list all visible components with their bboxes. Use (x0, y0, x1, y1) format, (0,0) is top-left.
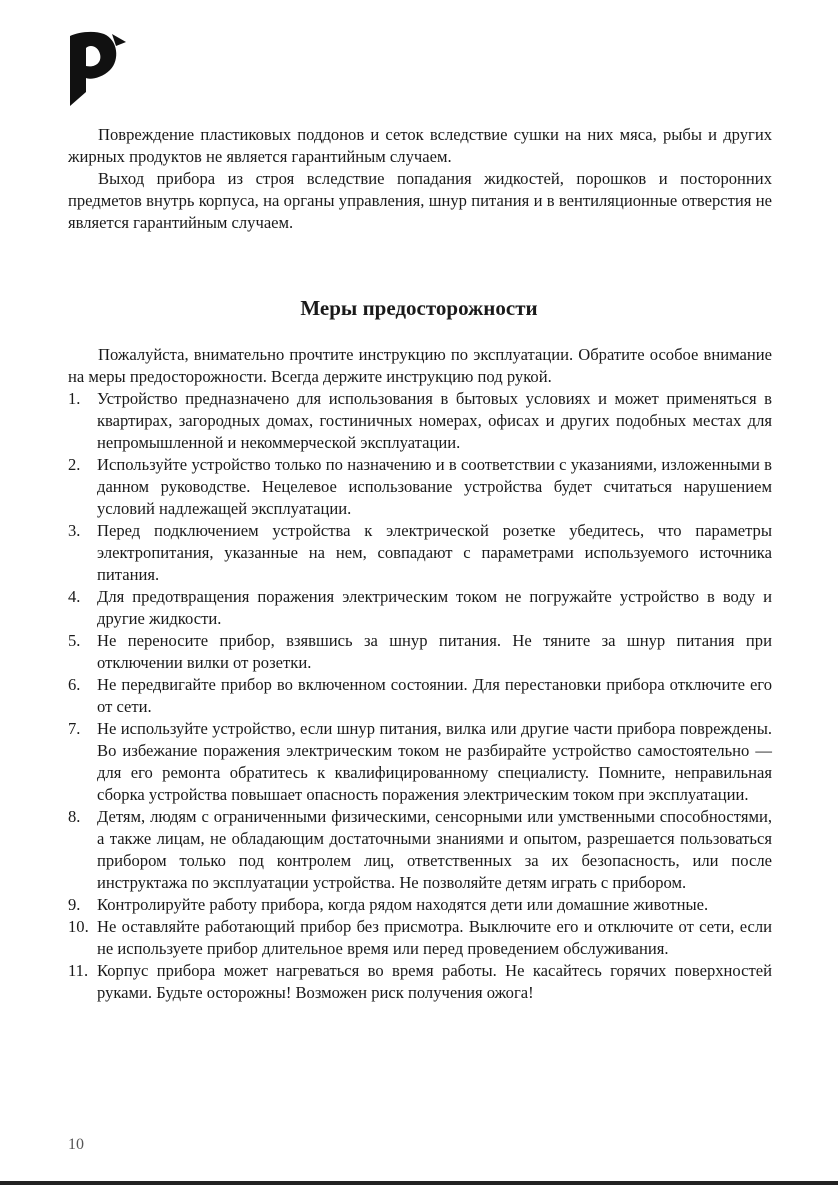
list-item (68, 454, 772, 520)
item-text: Устройство предназначено для использования в бытовых условиях и может применяться в квартирах, загородных домах, гостиничных номерах, офисах и других подобных местах для непромышленной и некоммерческой эксплуатации. (97, 389, 772, 452)
intro-paragraph-2: Выход прибора из строя вследствие попадания жидкостей, порошков и посторонних предметов внутрь корпуса, на органы управления, шнур питания и в вентиляционные отверстия не является гарантийным случаем. (68, 169, 772, 232)
item-number: 10. (68, 917, 89, 936)
list-item (68, 586, 772, 630)
list-item (68, 718, 772, 806)
section-title: Меры предосторожности (300, 296, 538, 320)
item-number: 6. (68, 675, 81, 694)
item-text: Контролируйте работу прибора, когда рядом находятся дети или домашние животные. (97, 895, 709, 914)
item-number: 7. (68, 719, 81, 738)
item-text: Не переносите прибор, взявшись за шнур питания. Не тяните за шнур питания при отключении вилки от розетки. (97, 631, 772, 672)
page-number: 10 (68, 1136, 84, 1153)
item-text: Перед подключением устройства к электрической розетке убедитесь, что параметры электропитания, указанные на нем, совпадают с параметрами используемого источника питания. (97, 521, 772, 584)
item-number: 4. (68, 587, 81, 606)
list-item (68, 916, 772, 960)
list-item (68, 520, 772, 586)
list-item (68, 630, 772, 674)
intro-section (68, 124, 772, 234)
item-text: Детям, людям с ограниченными физическими, сенсорными или умственными способностями, а также лицам, не обладающим достаточными знаниями и опытом, разрешается пользоваться прибором только под контролем лиц, ответственных за их безопасность, или после инструктажа по эксплуатации устройства. Не позволяйте детям играть с прибором. (97, 807, 772, 892)
item-text: Используйте устройство только по назначению и в соответствии с указаниями, изложенными в данном руководстве. Нецелевое использование устройства будет считаться нарушением условий надлежащей эксплуатации. (97, 455, 772, 518)
item-text: Не используйте устройство, если шнур питания, вилка или другие части прибора повреждены. Во избежание поражения электрическим током не разбирайте устройство самостоятельно — для его ремонта обратитесь к квалифицированному специалисту. Помните, неправильная сборка устройства повышает опасность поражения электрическим током при эксплуатации. (97, 719, 772, 804)
list-item (68, 388, 772, 454)
precautions-list (68, 388, 772, 1004)
item-text: Для предотвращения поражения электрическим током не погружайте устройство в воду и другие жидкости. (97, 587, 772, 628)
item-text: Не передвигайте прибор во включенном состоянии. Для перестановки прибора отключите его от сети. (97, 675, 772, 716)
brand-logo-icon (66, 30, 128, 110)
list-item (68, 674, 772, 718)
item-text: Не оставляйте работающий прибор без присмотра. Выключите его и отключите от сети, если не используете прибор длительное время или перед проведением обслуживания. (97, 917, 772, 958)
item-number: 11. (68, 961, 89, 980)
section-intro: Пожалуйста, внимательно прочтите инструкцию по эксплуатации. Обратите особое внимание на меры предосторожности. Всегда держите инструкцию под рукой. (68, 345, 772, 386)
item-number: 9. (68, 895, 81, 914)
precautions-section (68, 344, 772, 1004)
item-number: 1. (68, 389, 81, 408)
item-number: 3. (68, 521, 81, 540)
list-item (68, 960, 772, 1004)
list-item (68, 894, 772, 916)
bottom-divider (0, 1181, 838, 1185)
item-number: 8. (68, 807, 81, 826)
item-number: 2. (68, 455, 81, 474)
list-item (68, 806, 772, 894)
intro-paragraph-1: Повреждение пластиковых поддонов и сеток вследствие сушки на них мяса, рыбы и других жирных продуктов не является гарантийным случаем. (68, 125, 772, 166)
item-number: 5. (68, 631, 81, 650)
item-text: Корпус прибора может нагреваться во время работы. Не касайтесь горячих поверхностей руками. Будьте осторожны! Возможен риск получения ожога! (97, 961, 772, 1002)
